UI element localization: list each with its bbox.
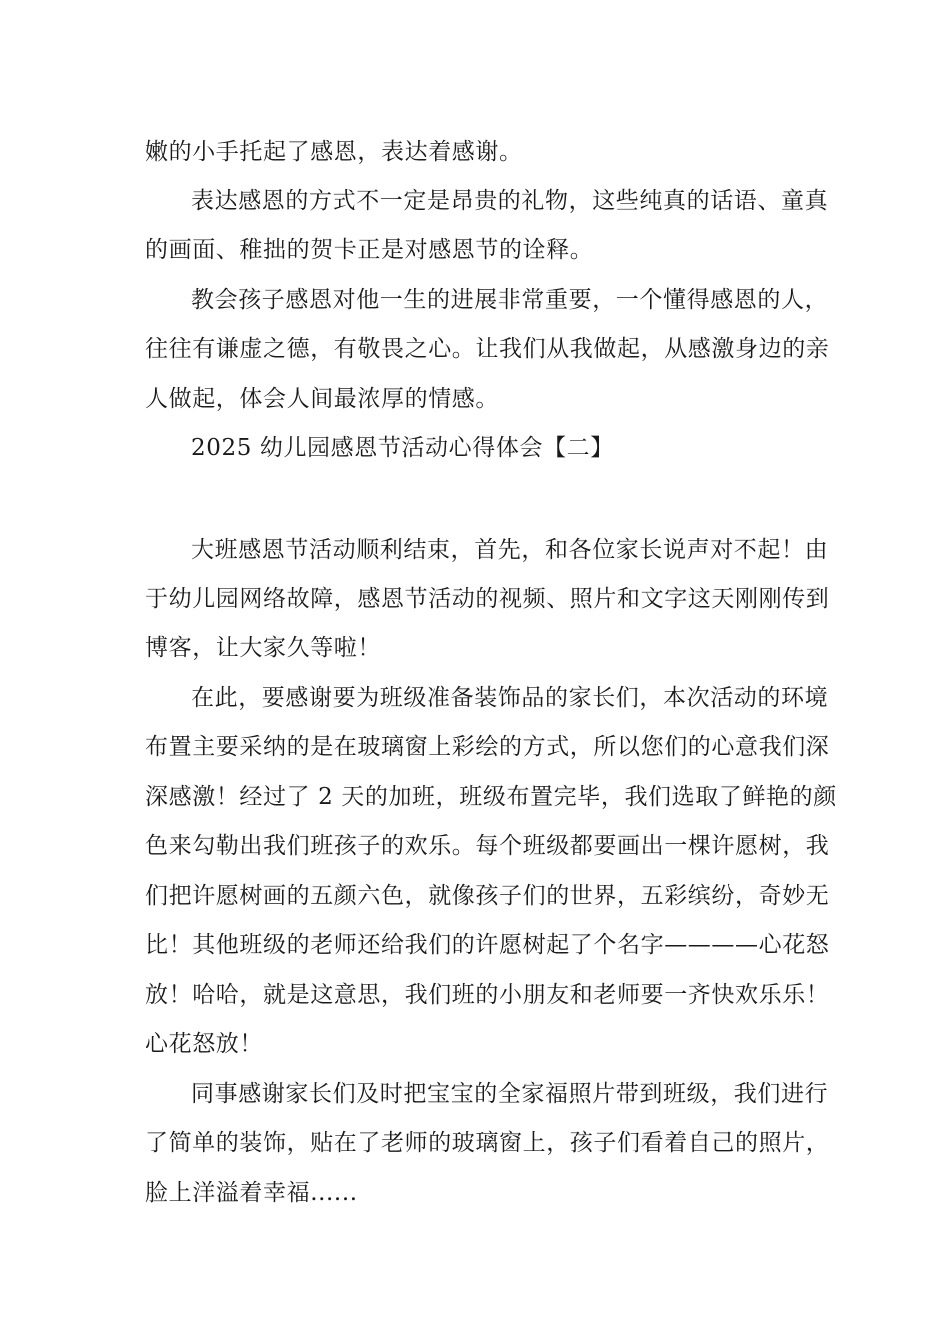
text-line: 人做起，体会人间最浓厚的情感。 — [145, 386, 499, 412]
text-line: 脸上洋溢着幸福...... — [145, 1180, 358, 1206]
text-line: 在此，要感谢要为班级准备装饰品的家长们，本次活动的环境 — [191, 685, 829, 711]
text-line: 往往有谦虚之德，有敬畏之心。让我们从我做起，从感激身边的亲 — [145, 336, 830, 362]
text-line: 表达感恩的方式不一定是昂贵的礼物，这些纯真的话语、童真 — [191, 188, 829, 214]
text-line: 嫩的小手托起了感恩，表达着感谢。 — [145, 139, 523, 165]
text-line: 博客，让大家久等啦！ — [145, 635, 381, 661]
text-line: 色来勾勒出我们班孩子的欢乐。每个班级都要画出一棵许愿树，我 — [145, 833, 830, 859]
text-line: 心花怒放！ — [145, 1031, 263, 1057]
text-line: 深感激！经过了 2 天的加班，班级布置完毕，我们选取了鲜艳的颜 — [145, 784, 837, 810]
text-line: 们把许愿树画的五颜六色，就像孩子们的世界，五彩缤纷，奇妙无 — [145, 883, 830, 909]
text-line: 放！哈哈，就是这意思，我们班的小朋友和老师要一齐快欢乐乐！ — [145, 982, 830, 1008]
section-heading: 2025 幼儿园感恩节活动心得体会【二】 — [191, 435, 614, 461]
text-line: 比！其他班级的老师还给我们的许愿树起了个名字————心花怒 — [145, 932, 830, 958]
text-line: 了简单的装饰，贴在了老师的玻璃窗上，孩子们看着自己的照片， — [145, 1130, 830, 1156]
text-line: 大班感恩节活动顺利结束，首先，和各位家长说声对不起！由 — [191, 537, 829, 563]
text-line: 布置主要采纳的是在玻璃窗上彩绘的方式，所以您们的心意我们深 — [145, 734, 830, 760]
text-line: 的画面、稚拙的贺卡正是对感恩节的诠释。 — [145, 237, 594, 263]
text-line: 教会孩子感恩对他一生的进展非常重要，一个懂得感恩的人， — [191, 287, 829, 313]
text-line: 于幼儿园网络故障，感恩节活动的视频、照片和文字这天刚刚传到 — [145, 586, 830, 612]
text-line: 同事感谢家长们及时把宝宝的全家福照片带到班级，我们进行 — [191, 1081, 829, 1107]
